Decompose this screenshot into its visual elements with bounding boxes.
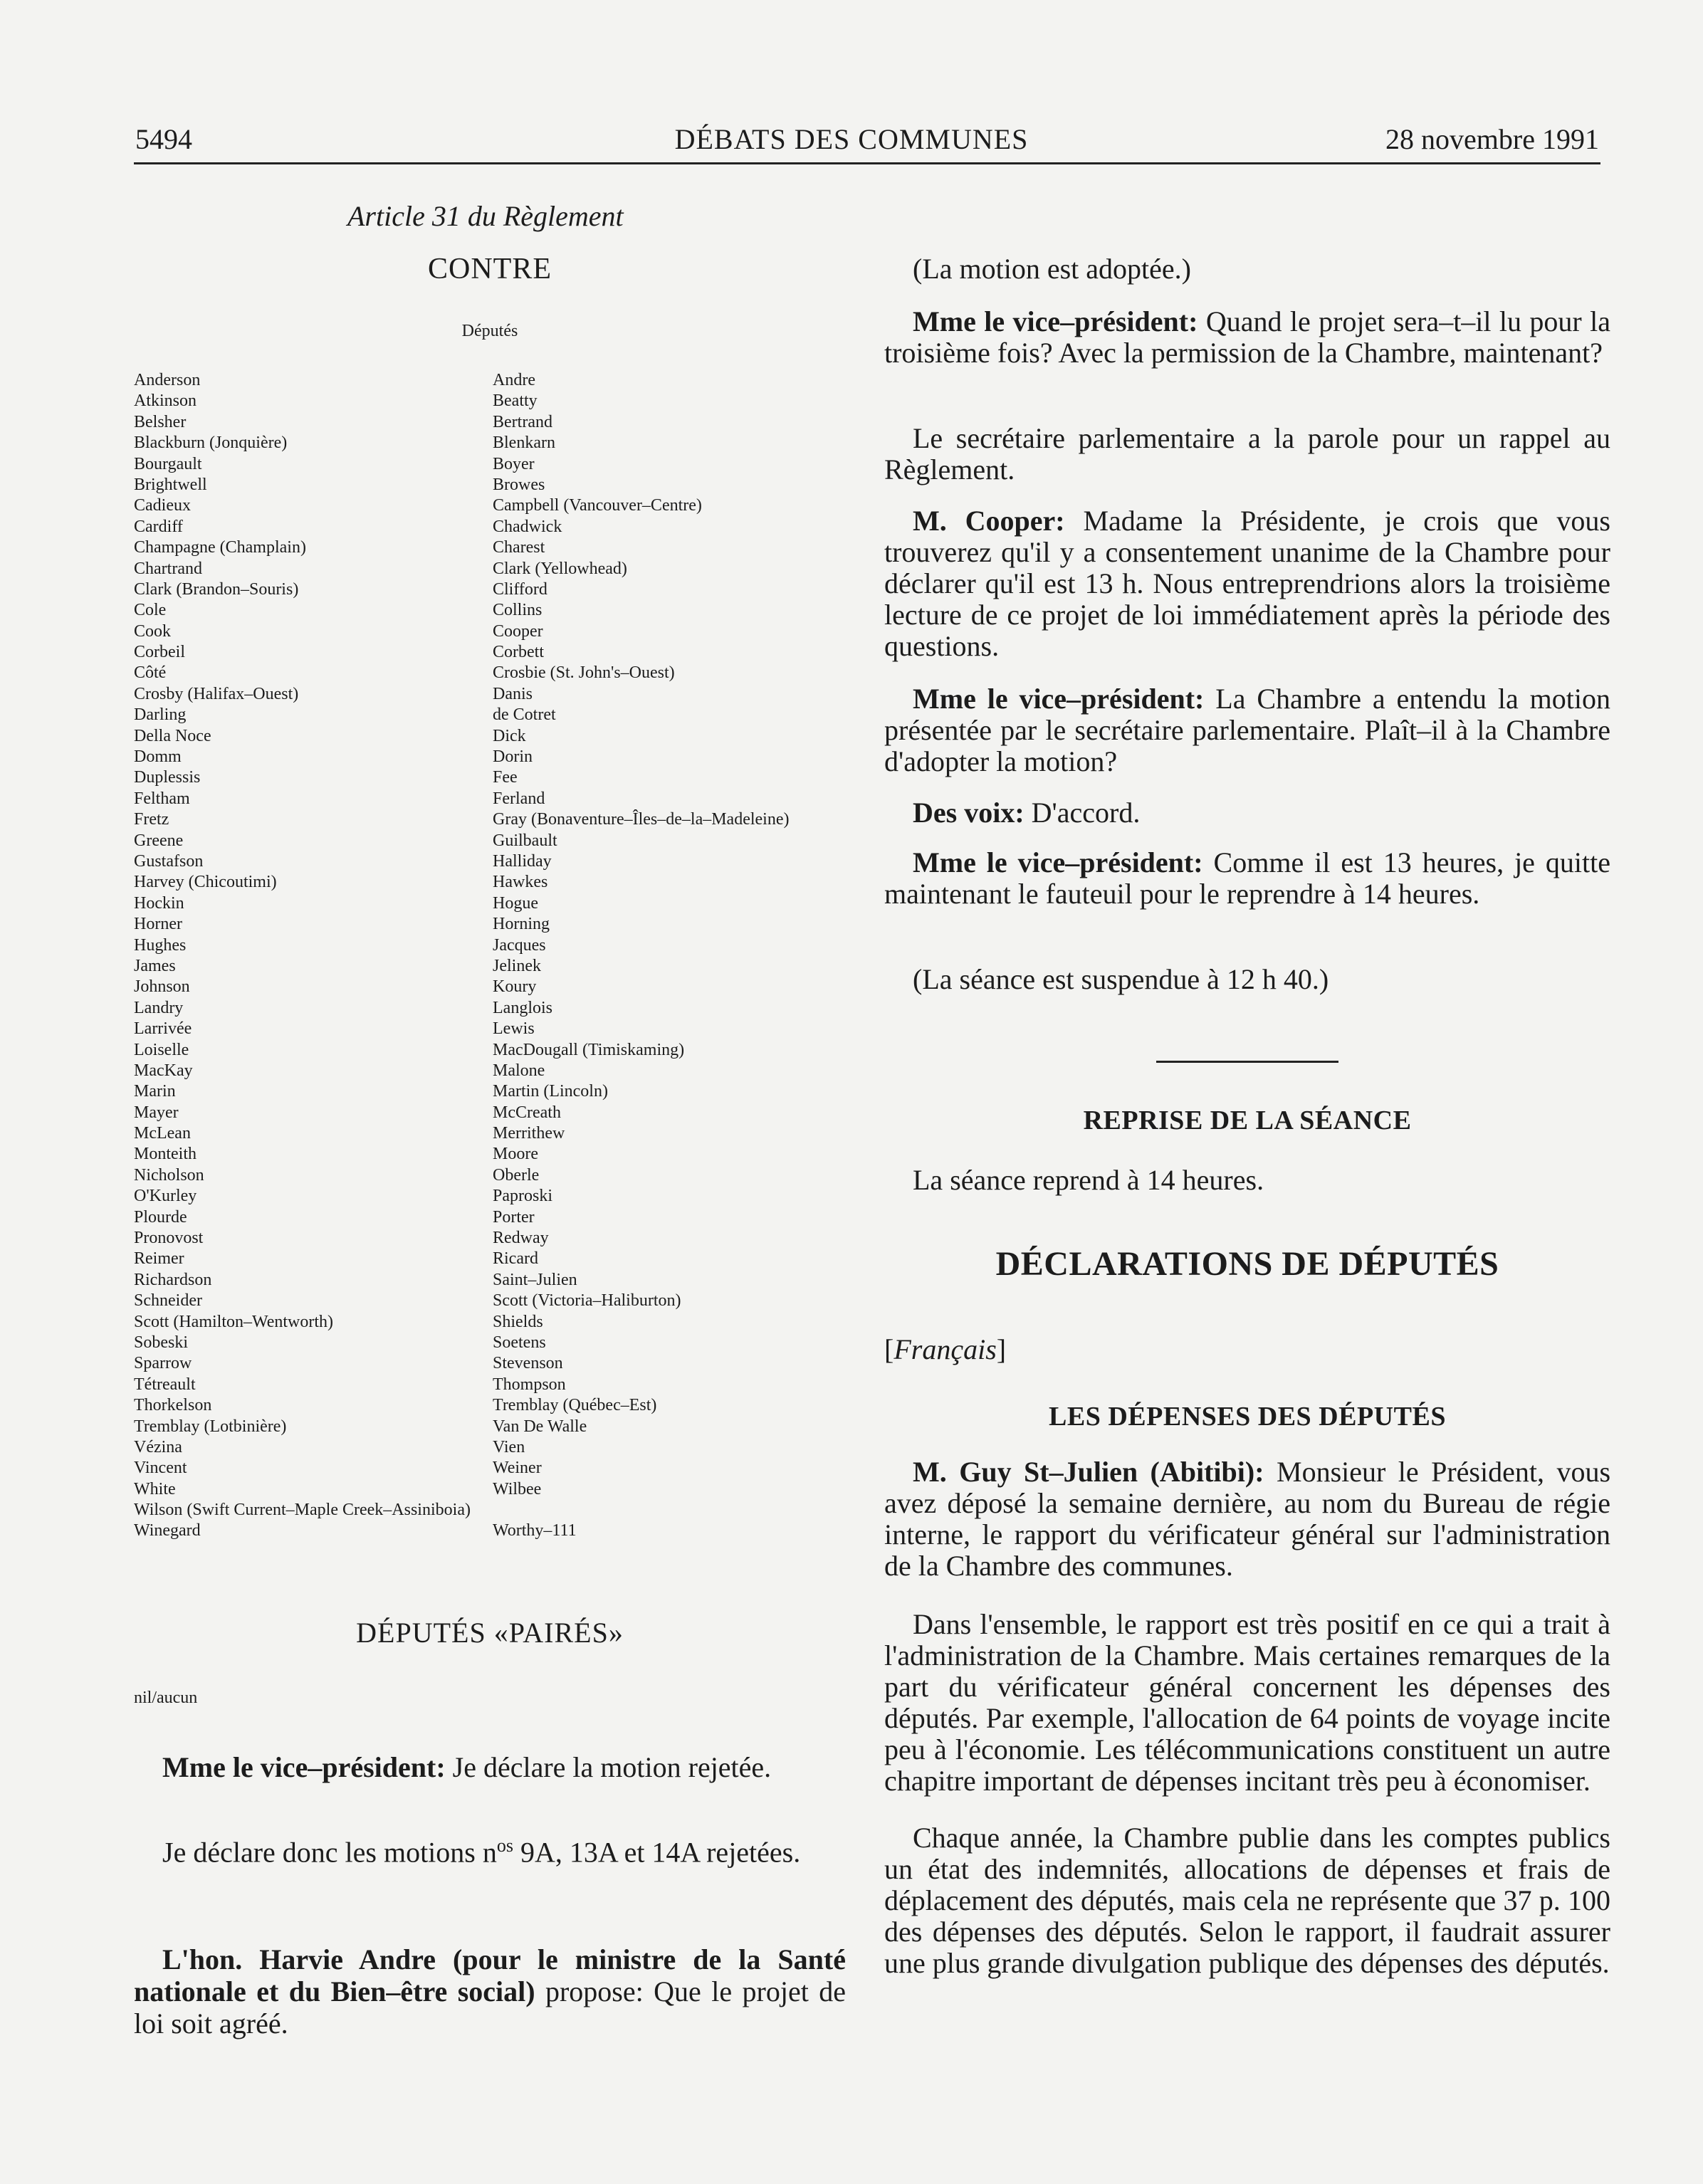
member-name: Clifford — [493, 579, 547, 599]
member-name: Ricard — [493, 1249, 538, 1269]
member-name: Saint–Julien — [493, 1270, 577, 1289]
paragraph-rapport: Dans l'ensemble, le rapport est très positif en ce qui a trait à l'administration de la Chambre. Mais certaines remarques de la part du vérificateur général concernent les dépenses des députés. Par exemple, l'allocation de 64 points de voyage incite peu à l'économie. Les télécommunications constituent un autre chapitre important de dépenses incitant très peu à économiser. — [884, 1608, 1610, 1797]
declarations-heading: DÉCLARATIONS DE DÉPUTÉS — [995, 1245, 1499, 1283]
vote-row — [134, 475, 846, 495]
member-name: Langlois — [493, 998, 552, 1017]
vote-row — [134, 1270, 846, 1291]
vote-row — [134, 998, 846, 1019]
paragraph-motion-rejected — [134, 1751, 846, 1783]
member-name: Crosby (Halifax–Ouest) — [134, 684, 299, 703]
member-name: Anderson — [134, 371, 201, 389]
member-name: Chartrand — [134, 559, 202, 578]
vote-row — [134, 1458, 846, 1479]
member-name: Hughes — [134, 935, 187, 955]
member-name: Fretz — [134, 810, 169, 829]
member-name: Loiselle — [134, 1040, 189, 1059]
member-name: Champagne (Champlain) — [134, 538, 306, 557]
member-name: Blackburn (Jonquière) — [134, 434, 288, 453]
member-name: Jelinek — [493, 956, 541, 975]
vote-row — [134, 1081, 846, 1102]
member-name: Belsher — [134, 412, 187, 431]
vote-row — [134, 1165, 846, 1186]
vote-row — [134, 495, 846, 516]
vote-row — [134, 537, 846, 558]
member-name: Soetens — [493, 1333, 546, 1352]
member-name: Greene — [134, 831, 184, 850]
member-name: James — [134, 956, 176, 975]
speech-text: Je déclare la motion rejetée. — [445, 1751, 772, 1783]
speech-text: propose: Que le projet de loi soit agréé. — [134, 1975, 846, 2039]
reprise-heading: REPRISE DE LA SÉANCE — [1083, 1106, 1412, 1135]
vote-row — [134, 1040, 846, 1061]
vote-row — [134, 663, 846, 683]
member-name: Merrithew — [493, 1124, 565, 1143]
member-name: Tétreault — [134, 1375, 196, 1394]
member-name: Johnson — [134, 977, 190, 997]
member-name: Hawkes — [493, 873, 548, 892]
speech-text: La Chambre a entendu la motion présentée par le secrétaire parlementaire. Plaît–il à la Chambre d'adopter la motion? — [884, 683, 1611, 777]
vote-row — [134, 1312, 846, 1333]
paragraph-motion-adopted: (La motion est adoptée.) — [913, 253, 1191, 285]
member-name: Wilson (Swift Current–Maple Creek–Assiniboia) — [134, 1501, 471, 1520]
vote-list — [134, 370, 846, 1542]
member-name: Thompson — [493, 1375, 566, 1394]
speaker-name: Mme le vice–président: — [913, 305, 1198, 337]
speech-text: Quand le projet sera–t–il lu pour la troisième fois? Avec la permission de la Chambre, maintenant? — [884, 305, 1610, 369]
vote-row — [134, 956, 846, 977]
member-name: Domm — [134, 747, 182, 767]
vote-row — [134, 517, 846, 537]
vote-row — [134, 1375, 846, 1395]
member-name: Cooper — [493, 621, 543, 641]
vote-row — [134, 370, 846, 391]
vote-row — [134, 412, 846, 433]
member-name: Halliday — [493, 851, 552, 871]
header-rule — [134, 162, 1600, 164]
member-name: Weiner — [493, 1459, 542, 1478]
member-name: McCreath — [493, 1103, 561, 1122]
paragraph-chaque-annee: Chaque année, la Chambre publie dans les comptes publics un état des indemnités, allocations de dépenses et frais de déplacement des députés, mais cela ne représente que 37 p. 100 des dépenses des députés. Selon le rapport, il faudrait assurer une plus grande divulgation publique des dépenses des députés. — [884, 1822, 1610, 1979]
vote-row — [134, 1521, 846, 1541]
vote-row — [134, 893, 846, 914]
member-name: MacKay — [134, 1061, 193, 1080]
bracket: [ — [884, 1333, 894, 1365]
member-name: Horner — [134, 915, 182, 934]
member-name: Pronovost — [134, 1229, 204, 1248]
member-name: Della Noce — [134, 726, 211, 745]
vote-row — [134, 789, 846, 809]
vote-row — [134, 1061, 846, 1081]
member-name: Chadwick — [493, 517, 562, 536]
member-name: Plourde — [134, 1207, 187, 1227]
language-tag — [884, 1333, 1006, 1366]
vote-row — [134, 809, 846, 830]
vote-row — [134, 977, 846, 997]
speech-text: D'accord. — [1024, 797, 1141, 829]
member-name: Vien — [493, 1437, 525, 1456]
member-name: Wilbee — [493, 1479, 542, 1498]
paragraph-st-julien — [884, 1456, 1610, 1582]
vote-row — [134, 1186, 846, 1207]
vote-row — [134, 684, 846, 705]
page-date: 28 novembre 1991 — [1385, 123, 1599, 155]
member-name: Winegard — [134, 1521, 201, 1540]
member-name: Landry — [134, 998, 184, 1017]
vote-row — [134, 1479, 846, 1500]
member-name: Worthy–111 — [493, 1521, 577, 1540]
vote-row — [134, 1500, 846, 1521]
speech-text: Je déclare donc les motions n — [162, 1836, 497, 1869]
member-name: Sobeski — [134, 1333, 189, 1352]
member-name: Clark (Yellowhead) — [493, 559, 627, 578]
member-name: Tremblay (Québec–Est) — [493, 1396, 657, 1415]
member-name: Marin — [134, 1082, 176, 1101]
member-name: Guilbault — [493, 831, 557, 850]
member-name: Campbell (Vancouver–Centre) — [493, 496, 702, 515]
member-name: Moore — [493, 1145, 538, 1164]
member-name: Harvey (Chicoutimi) — [134, 873, 277, 892]
vote-row — [134, 1019, 846, 1039]
member-name: McLean — [134, 1124, 191, 1143]
member-name: Cadieux — [134, 496, 191, 515]
member-name: Bertrand — [493, 412, 552, 431]
member-name: Shields — [493, 1312, 543, 1331]
paragraph-vice-president-motion — [884, 683, 1610, 777]
contre-heading: CONTRE — [428, 253, 552, 285]
vote-row — [134, 454, 846, 475]
depenses-heading: LES DÉPENSES DES DÉPUTÉS — [1049, 1402, 1446, 1432]
member-name: Corbett — [493, 643, 544, 662]
vote-row — [134, 705, 846, 725]
deputes-label: Députés — [461, 322, 518, 340]
member-name: Andre — [493, 371, 535, 389]
vote-row — [134, 1103, 846, 1123]
member-name: Collins — [493, 601, 543, 620]
member-name: White — [134, 1479, 176, 1498]
vote-row — [134, 391, 846, 411]
member-name: Danis — [493, 684, 533, 703]
member-name: Cole — [134, 601, 167, 620]
vote-row — [134, 1395, 846, 1416]
member-name: Stevenson — [493, 1354, 563, 1373]
member-name: Charest — [493, 538, 545, 557]
vote-row — [134, 726, 846, 747]
paragraph-seance-reprend: La séance reprend à 14 heures. — [913, 1164, 1264, 1196]
member-name: Ferland — [493, 789, 545, 808]
member-name: Tremblay (Lotbinière) — [134, 1417, 287, 1436]
member-name: Mayer — [134, 1103, 179, 1122]
vote-row — [134, 621, 846, 642]
vote-row — [134, 579, 846, 600]
paragraph-point-of-order: Le secrétaire parlementaire a la parole pour un rappel au Règlement. — [884, 422, 1610, 485]
member-name: Lewis — [493, 1019, 535, 1039]
vote-row — [134, 600, 846, 621]
member-name: Richardson — [134, 1270, 212, 1289]
paragraph-third-reading — [884, 306, 1610, 369]
member-name: Cook — [134, 621, 172, 641]
member-name: Côté — [134, 663, 167, 683]
member-name: Dick — [493, 726, 526, 745]
member-name: Crosbie (St. John's–Ouest) — [493, 663, 675, 683]
vote-row — [134, 935, 846, 956]
vote-row — [134, 831, 846, 851]
speech-text: Madame la Présidente, je crois que vous trouverez qu'il y a consentement unanime de la Chambre pour déclarer qu'il est 13 h. Nous entreprendrions alors la troisième lecture de ce projet de loi immédiatement après la période des questions. — [884, 505, 1610, 662]
member-name: Vincent — [134, 1459, 187, 1478]
member-name: Martin (Lincoln) — [493, 1082, 608, 1101]
member-name: Bourgault — [134, 454, 202, 473]
member-name: Horning — [493, 915, 550, 934]
page-number: 5494 — [135, 123, 192, 155]
paragraph-seance-suspendue: (La séance est suspendue à 12 h 40.) — [913, 963, 1329, 995]
paires-heading: DÉPUTÉS «PAIRÉS» — [356, 1617, 624, 1649]
member-name: Van De Walle — [493, 1417, 587, 1436]
member-name: de Cotret — [493, 705, 556, 725]
speaker-name: Des voix: — [913, 797, 1025, 829]
member-name: Browes — [493, 475, 545, 494]
member-name: Porter — [493, 1207, 535, 1227]
vote-row — [134, 1291, 846, 1311]
member-name: Hockin — [134, 893, 184, 913]
vote-row — [134, 767, 846, 788]
member-name: Feltham — [134, 789, 190, 808]
vote-row — [134, 433, 846, 453]
speaker-name: L'hon. Harvie Andre (pour le ministre de la Santé nationale et du Bien–être social) — [134, 1943, 846, 2007]
vote-row — [134, 1437, 846, 1458]
superscript: os — [496, 1835, 513, 1856]
member-name: Boyer — [493, 454, 535, 473]
speech-text: Monsieur le Président, vous avez déposé la semaine dernière, au nom du Bureau de régie interne, le rapport du vérificateur général sur l'administration de la Chambre des communes. — [884, 1456, 1611, 1582]
speaker-name: M. Guy St–Julien (Abitibi): — [913, 1456, 1264, 1488]
member-name: Larrivée — [134, 1019, 192, 1039]
member-name: Beatty — [493, 392, 538, 411]
member-name: Redway — [493, 1229, 549, 1248]
vote-row — [134, 1333, 846, 1353]
member-name: Monteith — [134, 1145, 197, 1164]
vote-row — [134, 1417, 846, 1437]
vote-row — [134, 1249, 846, 1269]
member-name: Malone — [493, 1061, 545, 1080]
speaker-name: Mme le vice–président: — [913, 683, 1205, 715]
member-name: Cardiff — [134, 517, 183, 536]
publication-title: DÉBATS DES COMMUNES — [674, 123, 1029, 155]
section-divider — [1156, 1061, 1338, 1063]
member-name: Dorin — [493, 747, 533, 767]
vote-row — [134, 851, 846, 872]
bracket: ] — [996, 1333, 1007, 1365]
member-name: Hogue — [493, 893, 538, 913]
vote-row — [134, 1144, 846, 1165]
vote-row — [134, 559, 846, 579]
vote-row — [134, 872, 846, 893]
member-name: Schneider — [134, 1291, 202, 1311]
member-name: Darling — [134, 705, 187, 725]
paires-nil: nil/aucun — [134, 1689, 198, 1707]
paragraph-suspension — [884, 847, 1610, 910]
vote-row — [134, 914, 846, 935]
member-name: Fee — [493, 768, 518, 787]
paragraph-cooper — [884, 505, 1610, 662]
member-name: Reimer — [134, 1249, 184, 1269]
paragraph-andre-proposal — [134, 1943, 846, 2039]
paragraph-motions-rejected — [134, 1829, 846, 1868]
member-name: Gray (Bonaventure–Îles–de–la–Madeleine) — [493, 810, 790, 829]
vote-row — [134, 747, 846, 767]
member-name: Paproski — [493, 1187, 552, 1206]
speaker-name: Mme le vice–président: — [162, 1751, 446, 1783]
vote-row — [134, 1207, 846, 1228]
member-name: Jacques — [493, 935, 546, 955]
member-name: Vézina — [134, 1437, 182, 1456]
speaker-name: M. Cooper: — [913, 505, 1065, 537]
speech-text: Comme il est 13 heures, je quitte maintenant le fauteuil pour le reprendre à 14 heures. — [884, 846, 1610, 910]
vote-row — [134, 642, 846, 663]
member-name: Nicholson — [134, 1165, 204, 1185]
vote-row — [134, 1228, 846, 1249]
vote-row — [134, 1123, 846, 1144]
paragraph-des-voix — [884, 797, 1610, 829]
member-name: Clark (Brandon–Souris) — [134, 579, 299, 599]
member-name: Sparrow — [134, 1354, 192, 1373]
member-name: Thorkelson — [134, 1396, 212, 1415]
speaker-name: Mme le vice–président: — [913, 846, 1203, 878]
member-name: O'Kurley — [134, 1187, 197, 1206]
article-heading: Article 31 du Règlement — [347, 200, 624, 232]
member-name: Corbeil — [134, 643, 185, 662]
member-name: Scott (Hamilton–Wentworth) — [134, 1312, 334, 1331]
member-name: MacDougall (Timiskaming) — [493, 1040, 685, 1059]
member-name: Gustafson — [134, 851, 204, 871]
member-name: Brightwell — [134, 475, 207, 494]
member-name: Blenkarn — [493, 434, 555, 453]
member-name: Scott (Victoria–Haliburton) — [493, 1291, 681, 1311]
member-name: Atkinson — [134, 392, 197, 411]
language-name: Français — [894, 1333, 997, 1365]
member-name: Koury — [493, 977, 537, 997]
member-name: Oberle — [493, 1165, 540, 1185]
vote-row — [134, 1353, 846, 1374]
member-name: Duplessis — [134, 768, 201, 787]
speech-text: 9A, 13A et 14A rejetées. — [513, 1836, 801, 1869]
